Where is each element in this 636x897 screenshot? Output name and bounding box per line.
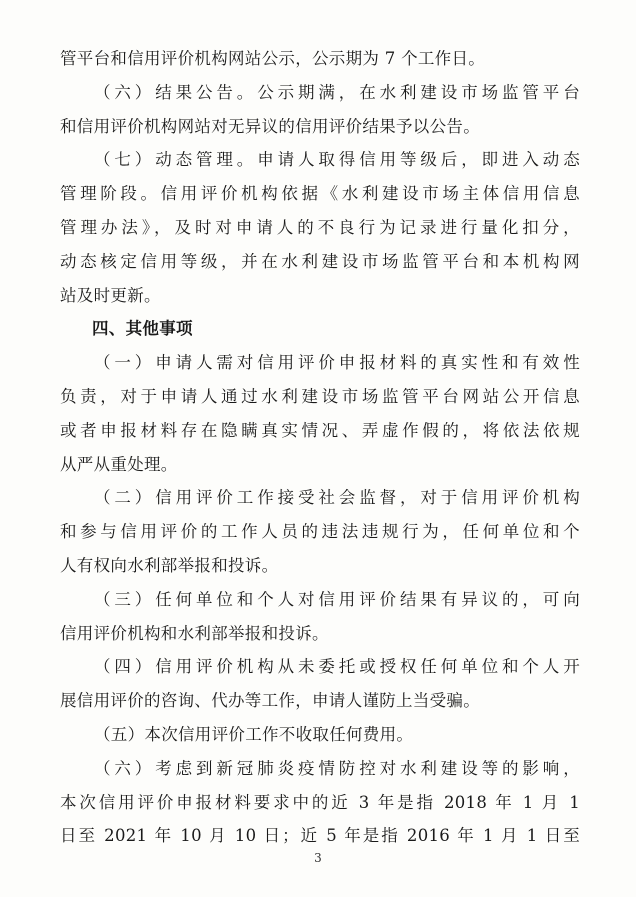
section-heading: 四、其他事项 xyxy=(92,319,193,339)
text-line: 展信用评价的咨询、代办等工作，申请人谨防上当受骗。 xyxy=(60,691,480,711)
text-line: 从严从重处理。 xyxy=(60,454,178,474)
text-line: 管理办法》，及时对申请人的不良行为记录进行量化扣分， xyxy=(60,217,580,237)
text-line: 和信用评价机构网站对无异议的信用评价结果予以公告。 xyxy=(60,116,480,136)
text-line: 或者申报材料存在隐瞒真实情况、弄虚作假的，将依法依规 xyxy=(60,420,580,440)
text-line: 日至 2021 年 10 月 10 日；近 5 年是指 2016 年 1 月 1 日至 xyxy=(60,826,580,846)
text-line: 人有权向水利部举报和投诉。 xyxy=(60,555,279,575)
text-line: （六）考虑到新冠肺炎疫情防控对水利建设等的影响， xyxy=(94,758,580,778)
text-line: （二）信用评价工作接受社会监督，对于信用评价机构 xyxy=(94,488,580,508)
text-line: 站及时更新。 xyxy=(60,285,161,305)
text-line: 本次信用评价申报材料要求中的近 3 年是指 2018 年 1 月 1 xyxy=(60,792,580,812)
text-line: （三）任何单位和个人对信用评价结果有异议的，可向 xyxy=(94,589,580,609)
text-line: 管理阶段。信用评价机构依据《水利建设市场主体信用信息 xyxy=(60,184,580,204)
text-line: （一）申请人需对信用评价申报材料的真实性和有效性 xyxy=(94,353,580,373)
text-line: （七）动态管理。申请人取得信用等级后，即进入动态 xyxy=(94,150,580,170)
text-line: 动态核定信用等级，并在水利建设市场监管平台和本机构网 xyxy=(60,251,580,271)
text-line: 管平台和信用评价机构网站公示，公示期为 7 个工作日。 xyxy=(60,49,486,68)
text-line: （五）本次信用评价工作不收取任何费用。 xyxy=(94,724,414,744)
text-line: 和参与信用评价的工作人员的违法违规行为，任何单位和个 xyxy=(60,522,580,542)
text-line: 信用评价机构和水利部举报和投诉。 xyxy=(60,623,329,643)
page-number: 3 xyxy=(314,851,322,865)
text-line: （六）结果公告。公示期满，在水利建设市场监管平台 xyxy=(94,82,580,102)
document-body xyxy=(60,42,580,853)
text-line: （四）信用评价机构从未委托或授权任何单位和个人开 xyxy=(94,657,580,677)
text-line: 负责，对于申请人通过水利建设市场监管平台网站公开信息 xyxy=(60,386,580,406)
